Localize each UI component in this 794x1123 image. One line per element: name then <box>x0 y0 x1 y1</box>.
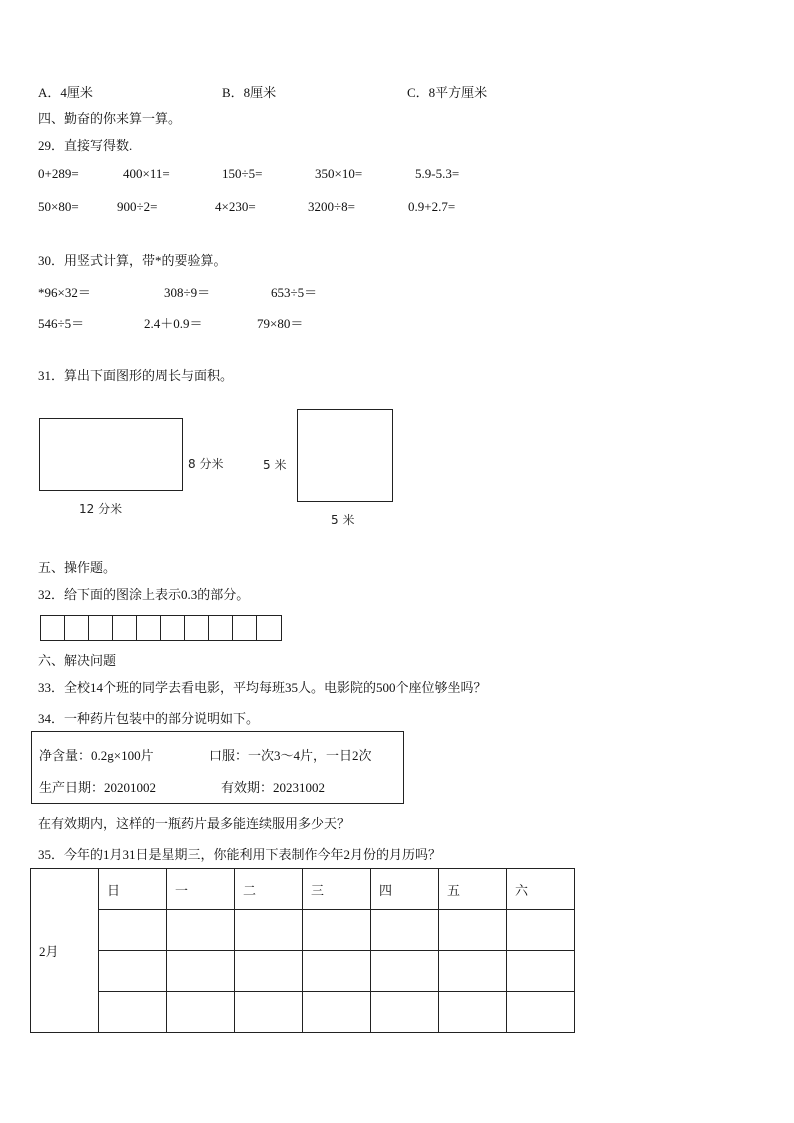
q30-expr: 79×80＝ <box>257 316 304 331</box>
calendar-cell[interactable] <box>235 910 303 951</box>
calendar-cell[interactable] <box>303 992 371 1033</box>
calendar-cell[interactable] <box>371 951 439 992</box>
rect-height-label: 8 分米 <box>188 457 224 471</box>
q29-expr: 0.9+2.7= <box>408 199 456 214</box>
month-cell: 2月 <box>31 869 99 1033</box>
q29-expr: 50×80= <box>38 199 79 214</box>
square-figure <box>297 409 393 502</box>
calendar-cell[interactable] <box>99 951 167 992</box>
grid-cell[interactable] <box>233 616 257 640</box>
q29-expr: 5.9-5.3= <box>415 166 460 181</box>
q29-expr: 0+289= <box>38 166 79 181</box>
grid-cell[interactable] <box>41 616 65 640</box>
grid-cell[interactable] <box>185 616 209 640</box>
calendar-cell[interactable] <box>507 951 575 992</box>
calendar-cell[interactable] <box>303 910 371 951</box>
shading-grid <box>40 615 282 641</box>
calendar-cell[interactable] <box>371 992 439 1033</box>
section-6-heading: 六、解决问题 <box>38 653 117 668</box>
weekday-header: 一 <box>167 869 235 910</box>
choice-c: C．8平方厘米 <box>407 85 488 100</box>
q30-expr: 2.4＋0.9＝ <box>144 316 203 331</box>
q29-expr: 4×230= <box>215 199 256 214</box>
medicine-label-box <box>31 731 404 804</box>
weekday-header: 四 <box>371 869 439 910</box>
grid-cell[interactable] <box>209 616 233 640</box>
calendar-cell[interactable] <box>507 910 575 951</box>
weekday-header: 三 <box>303 869 371 910</box>
calendar-cell[interactable] <box>439 951 507 992</box>
rectangle-figure <box>39 418 183 491</box>
q33-title: 33．全校14个班的同学去看电影，平均每班35人。电影院的500个座位够坐吗？ <box>38 680 487 695</box>
grid-cell[interactable] <box>137 616 161 640</box>
calendar-cell[interactable] <box>99 910 167 951</box>
calendar-cell[interactable] <box>507 992 575 1033</box>
calendar-cell[interactable] <box>235 992 303 1033</box>
grid-cell[interactable] <box>161 616 185 640</box>
q31-title: 31．算出下面图形的周长与面积。 <box>38 368 234 383</box>
q30-expr: 546÷5＝ <box>38 316 85 331</box>
grid-cell[interactable] <box>65 616 89 640</box>
q34-title: 34．一种药片包装中的部分说明如下。 <box>38 711 260 726</box>
dosage: 口服：一次3～4片，一日2次 <box>209 748 372 763</box>
weekday-header: 六 <box>507 869 575 910</box>
grid-cell[interactable] <box>89 616 113 640</box>
calendar-cell[interactable] <box>167 951 235 992</box>
grid-cell[interactable] <box>113 616 137 640</box>
weekday-header: 五 <box>439 869 507 910</box>
q30-expr: 653÷5＝ <box>271 285 318 300</box>
square-side-label: 5 米 <box>263 458 287 472</box>
q29-expr: 3200÷8= <box>308 199 355 214</box>
square-bottom-label: 5 米 <box>331 513 355 527</box>
weekday-header: 日 <box>99 869 167 910</box>
grid-cell[interactable] <box>257 616 281 640</box>
calendar-cell[interactable] <box>167 992 235 1033</box>
q29-expr: 400×11= <box>123 166 170 181</box>
choice-a: A．4厘米 <box>38 85 93 100</box>
weekday-header: 二 <box>235 869 303 910</box>
calendar-cell[interactable] <box>439 992 507 1033</box>
expiry-date: 有效期：20231002 <box>221 780 326 795</box>
q29-expr: 150÷5= <box>222 166 263 181</box>
calendar-cell[interactable] <box>303 951 371 992</box>
section-4-heading: 四、勤奋的你来算一算。 <box>38 111 182 126</box>
q35-title: 35．今年的1月31日是星期三，你能利用下表制作今年2月份的月历吗？ <box>38 847 442 862</box>
calendar-cell[interactable] <box>371 910 439 951</box>
calendar-cell[interactable] <box>167 910 235 951</box>
section-5-heading: 五、操作题。 <box>38 560 117 575</box>
calendar-cell[interactable] <box>99 992 167 1033</box>
production-date: 生产日期：20201002 <box>39 780 157 795</box>
net-content: 净含量：0.2g×100片 <box>39 748 154 763</box>
q29-title: 29．直接写得数. <box>38 138 133 153</box>
calendar-cell[interactable] <box>235 951 303 992</box>
choice-b: B．8厘米 <box>222 85 277 100</box>
q34-question: 在有效期内，这样的一瓶药片最多能连续服用多少天？ <box>38 816 351 831</box>
q29-expr: 900÷2= <box>117 199 158 214</box>
calendar-table <box>30 868 575 1033</box>
q30-expr: 308÷9＝ <box>164 285 211 300</box>
q32-title: 32．给下面的图涂上表示0.3的部分。 <box>38 587 250 602</box>
q30-expr: *96×32＝ <box>38 285 91 300</box>
rect-width-label: 12 分米 <box>79 502 123 516</box>
q30-title: 30．用竖式计算，带*的要验算。 <box>38 253 227 268</box>
q29-expr: 350×10= <box>315 166 363 181</box>
calendar-cell[interactable] <box>439 910 507 951</box>
